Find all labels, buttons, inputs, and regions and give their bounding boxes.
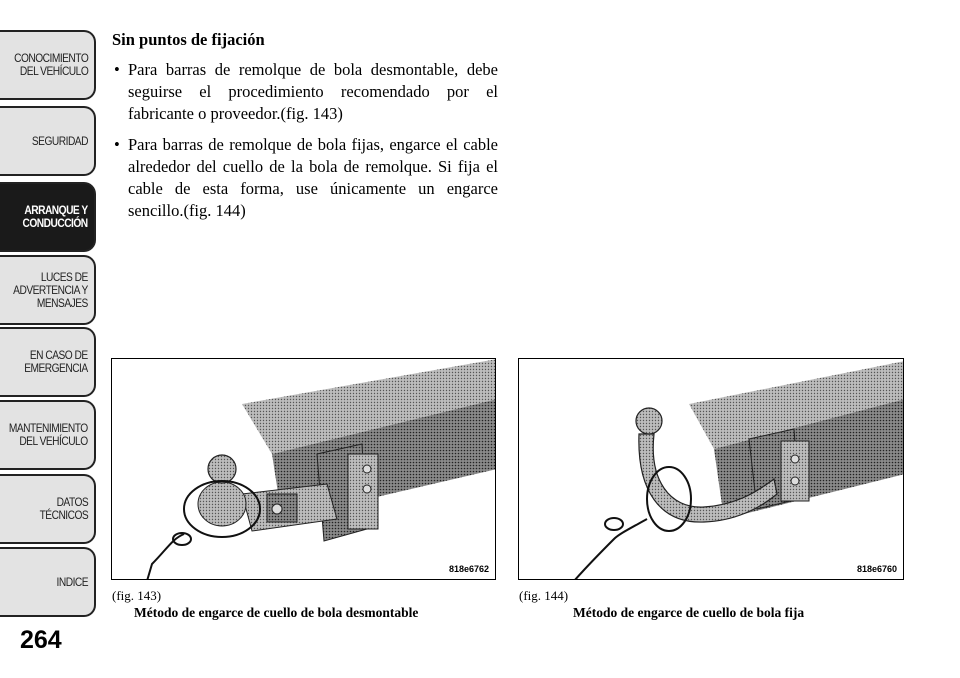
tab-luces-de-advertencia[interactable] [0,255,96,325]
tab-conocimiento-del-vehiculo[interactable] [0,30,96,100]
tab-datos-tecnicos[interactable] [0,474,96,544]
section-heading: Sin puntos de fijación [112,30,265,49]
tab-label: DATOS TÉCNICOS [39,495,88,522]
detachable-tow-ball-illustration [112,359,496,580]
tab-seguridad[interactable] [0,106,96,176]
tab-label: CONOCIMIENTO DEL VEHÍCULO [13,51,88,78]
figure-label: (fig. 144) [519,588,569,603]
fixed-tow-ball-illustration [519,359,904,580]
tab-en-caso-de-emergencia[interactable] [0,327,96,397]
figure-caption: Método de engarce de cuello de bola fija [573,605,805,620]
figure-caption: Método de engarce de cuello de bola desmontable [134,605,419,620]
figure-144 [518,358,904,580]
tab-label: INDICE [56,574,88,589]
page-number: 264 [20,626,62,654]
tab-mantenimiento-del-vehiculo[interactable] [0,400,96,470]
tab-label: ARRANQUE Y CONDUCCIÓN [22,203,88,230]
tab-label: LUCES DE ADVERTENCIA Y MENSAJES [13,269,88,310]
bullet-item-1: • Para barras de remolque de bola desmontable, debe seguirse el procedimiento recomendado por el fabricante o proveedor.(fig. 143) [112,59,498,125]
main-text [112,30,498,231]
figure-143 [111,358,496,580]
tab-label: MANTENIMIENTO DEL VEHÍCULO [9,421,88,448]
sidebar-tabs [0,0,100,630]
bullet-list [112,59,498,222]
tab-arranque-y-conduccion[interactable] [0,182,96,252]
tab-label: EN CASO DE EMERGENCIA [24,348,88,375]
figure-code: 818e6760 [856,564,897,574]
figure-label: (fig. 143) [112,588,162,603]
bullet-item-2: • Para barras de remolque de bola fijas, engarce el cable alrededor del cuello de la bola de remolque. Si fija el cable de esta forma, use únicamente un engarce sencillo.(fig. 144) [112,134,498,222]
tab-label: SEGURIDAD [31,133,88,148]
figure-code: 818e6762 [448,564,489,574]
tab-indice[interactable] [0,547,96,617]
